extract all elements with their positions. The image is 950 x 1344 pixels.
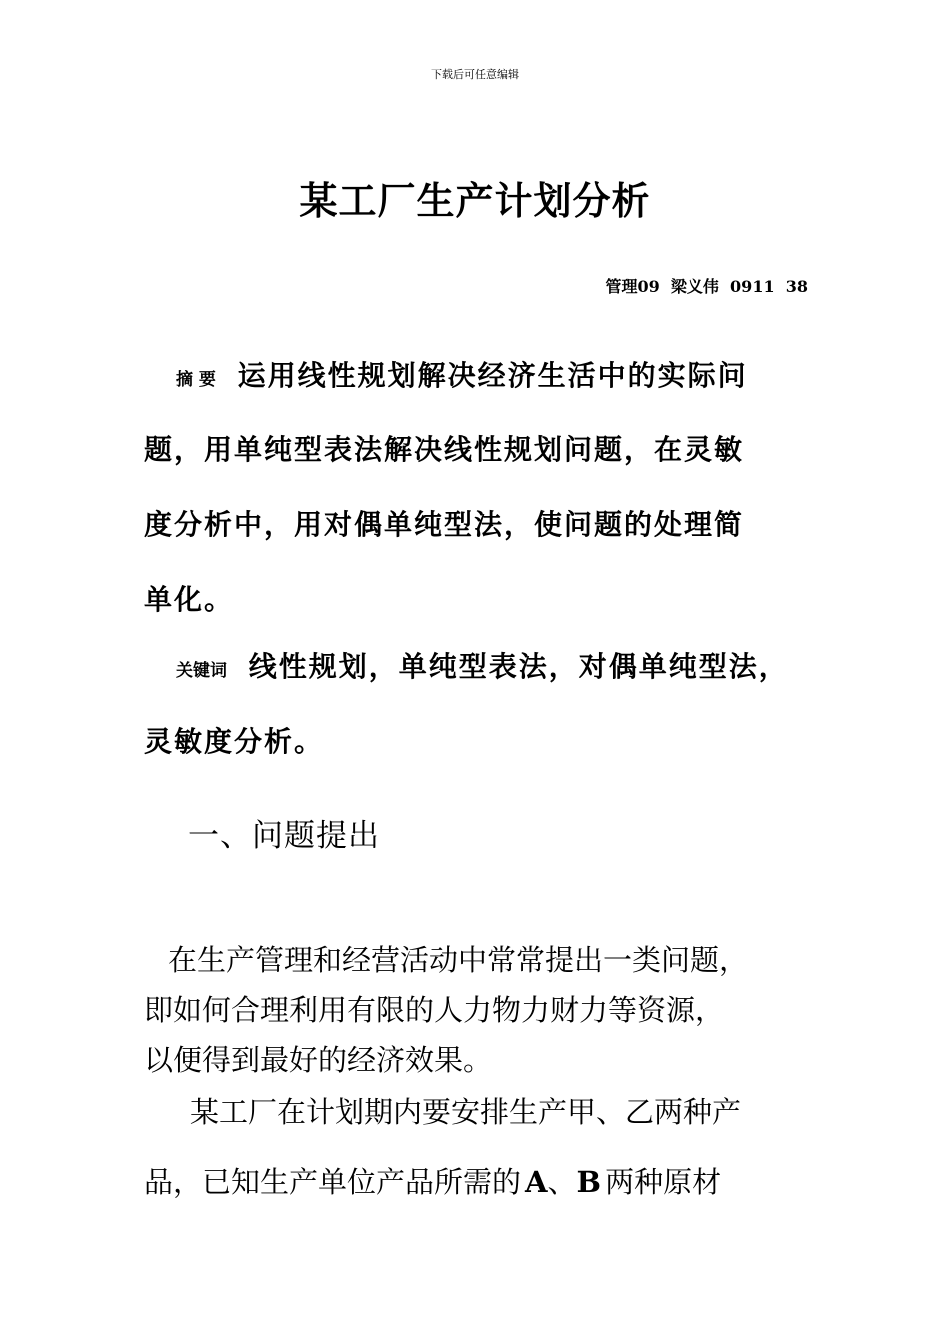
paragraph-2-text-e: 两种原材 bbox=[605, 1165, 722, 1199]
paragraph-2-line-2 bbox=[144, 1160, 721, 1201]
paragraph-1-line-1: 在生产管理和经营活动中常常提出一类问题， bbox=[168, 943, 749, 977]
keywords-line-1 bbox=[176, 645, 789, 685]
document-title: 某工厂生产计划分析 bbox=[299, 179, 651, 223]
material-a-label: A bbox=[525, 1165, 548, 1199]
paragraph-2-line-1: 某工厂在计划期内要安排生产甲、乙两种产 bbox=[190, 1095, 742, 1129]
paragraph-2-text-c: 、 bbox=[547, 1165, 577, 1199]
keywords-label: 关键词 bbox=[176, 661, 227, 681]
section-heading: 一、问题提出 bbox=[188, 818, 380, 854]
paragraph-1-line-3: 以便得到最好的经济效果。 bbox=[144, 1043, 493, 1077]
abstract-line-2: 题，用单纯型表法解决线性规划问题，在灵敏 bbox=[144, 433, 745, 466]
abstract-line-4: 单化。 bbox=[144, 583, 235, 616]
abstract-label: 摘 要 bbox=[176, 370, 216, 390]
paragraph-1-line-2: 即如何合理利用有限的人力物力财力等资源， bbox=[144, 993, 725, 1027]
material-b-label: B bbox=[576, 1165, 602, 1199]
keywords-line-2: 灵敏度分析。 bbox=[144, 725, 325, 758]
abstract-text-1: 运用线性规划解决经济生活中的实际问 bbox=[237, 359, 748, 392]
keywords-text-1: 线性规划，单纯型表法，对偶单纯型法， bbox=[248, 650, 789, 683]
abstract-line-3: 度分析中，用对偶单纯型法，使问题的处理简 bbox=[144, 508, 745, 541]
abstract-line-1 bbox=[176, 354, 748, 394]
paragraph-2-text-a: 品，已知生产单位产品所需的 bbox=[144, 1165, 522, 1199]
header-note: 下载后可任意编辑 bbox=[431, 68, 519, 81]
author-line: 管理09 梁义伟 0911 38 bbox=[605, 277, 808, 296]
